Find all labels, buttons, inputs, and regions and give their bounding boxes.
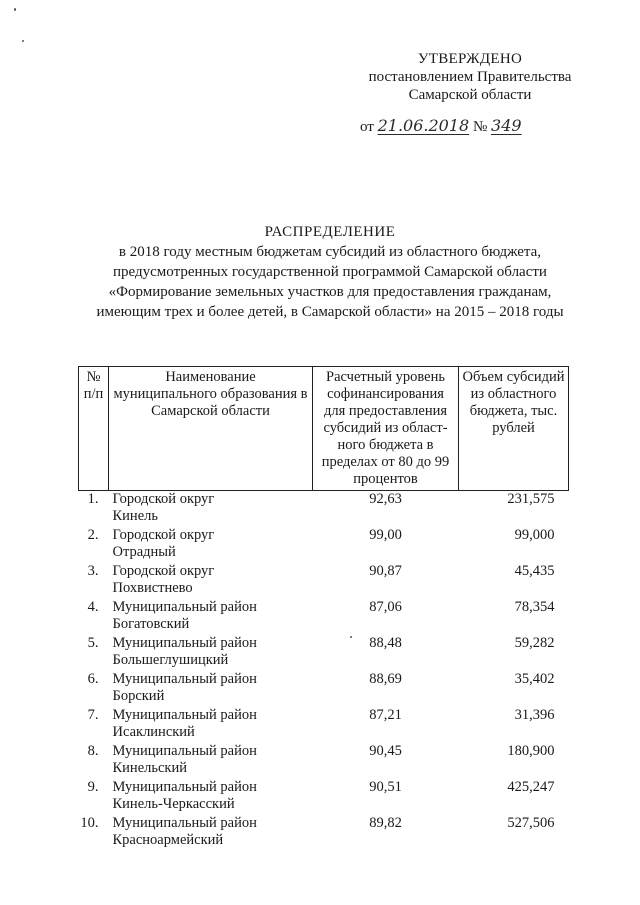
municipality-title: Кинель bbox=[112, 508, 158, 524]
cofinancing-rate: 99,00 bbox=[369, 527, 402, 543]
table-row bbox=[79, 671, 569, 707]
municipality-title: Исаклинский bbox=[112, 724, 195, 740]
table-row bbox=[79, 599, 569, 635]
subsidy-volume: 59,282 bbox=[514, 635, 555, 651]
row-number: 7. bbox=[87, 707, 99, 723]
row-number: 6. bbox=[87, 671, 99, 687]
municipality-title: Богатовский bbox=[112, 616, 190, 632]
decree-reference bbox=[360, 116, 600, 136]
cofinancing-rate: 88,69 bbox=[369, 671, 402, 687]
municipality-title: Кинельский bbox=[112, 760, 187, 776]
subsidy-volume: 31,396 bbox=[514, 707, 555, 723]
subsidy-volume: 45,435 bbox=[514, 563, 555, 579]
municipality-name bbox=[109, 563, 313, 599]
subsidy-volume: 425,247 bbox=[507, 779, 555, 795]
scan-speck bbox=[22, 40, 24, 42]
municipality-title: Похвистнево bbox=[112, 580, 193, 596]
cofinancing-rate: 87,21 bbox=[369, 707, 402, 723]
heading-line: имеющим трех и более детей, в Самарской области» на 2015 – 2018 годы bbox=[96, 304, 564, 320]
subsidy-volume: 78,354 bbox=[514, 599, 555, 615]
header-cofinancing-rate: Расчетный уровень софинансирования для предоставления субсидий из област-ного бюджета в пределах от 80 до 99 процентов bbox=[313, 367, 459, 491]
municipality-type: Муниципальный район bbox=[112, 743, 257, 759]
heading-title: РАСПРЕДЕЛЕНИЕ bbox=[264, 224, 396, 240]
table-row bbox=[79, 527, 569, 563]
row-number: 9. bbox=[87, 779, 99, 795]
subsidy-volume: 180,900 bbox=[507, 743, 555, 759]
table-row bbox=[79, 563, 569, 599]
table-row bbox=[79, 707, 569, 743]
table-row bbox=[79, 779, 569, 815]
handwritten-number: 349 bbox=[491, 116, 522, 135]
municipality-type: Городской округ bbox=[112, 491, 215, 507]
municipality-name bbox=[109, 599, 313, 635]
number-prefix: № bbox=[472, 119, 488, 135]
scan-speck bbox=[14, 8, 16, 11]
row-number: 4. bbox=[87, 599, 99, 615]
table-header bbox=[79, 367, 569, 491]
municipality-title: Большеглушицкий bbox=[112, 652, 229, 668]
approval-line: постановлением Правительства bbox=[368, 69, 572, 85]
handwritten-date: 21.06.2018 bbox=[377, 116, 470, 135]
municipality-name bbox=[109, 743, 313, 779]
municipality-type: Муниципальный район bbox=[112, 815, 257, 831]
municipality-title: Борский bbox=[112, 688, 165, 704]
municipality-type: Муниципальный район bbox=[112, 671, 257, 687]
municipality-title: Красноармейский bbox=[112, 832, 224, 848]
header-subsidy-volume: Объем субсидий из областного бюджета, тыс. рублей bbox=[459, 367, 569, 491]
cofinancing-rate: 92,63 bbox=[369, 491, 402, 507]
approval-stamp bbox=[340, 50, 600, 104]
distribution-table bbox=[78, 366, 569, 851]
municipality-name bbox=[109, 635, 313, 671]
document-heading bbox=[60, 222, 600, 322]
cofinancing-rate: 88,48 bbox=[369, 635, 402, 651]
table-row bbox=[79, 635, 569, 671]
municipality-name bbox=[109, 779, 313, 815]
municipality-title: Кинель-Черкасский bbox=[112, 796, 235, 812]
row-number: 2. bbox=[87, 527, 99, 543]
municipality-type: Городской округ bbox=[112, 563, 215, 579]
heading-line: в 2018 году местным бюджетам субсидий из областного бюджета, bbox=[118, 244, 542, 260]
municipality-type: Муниципальный район bbox=[112, 779, 257, 795]
heading-line: предусмотренных государственной программой Самарской области bbox=[113, 264, 547, 280]
row-number: 8. bbox=[87, 743, 99, 759]
municipality-title: Отрадный bbox=[112, 544, 176, 560]
cofinancing-rate: 87,06 bbox=[369, 599, 402, 615]
subsidy-volume: 231,575 bbox=[507, 491, 555, 507]
subsidy-volume: 35,402 bbox=[514, 671, 555, 687]
cofinancing-rate: 89,82 bbox=[369, 815, 402, 831]
municipality-type: Муниципальный район bbox=[112, 707, 257, 723]
row-number: 10. bbox=[80, 815, 99, 831]
row-number: 1. bbox=[87, 491, 99, 507]
table-row bbox=[79, 491, 569, 528]
cofinancing-rate: 90,87 bbox=[369, 563, 402, 579]
cofinancing-rate: 90,51 bbox=[369, 779, 402, 795]
header-municipality: Наименование муниципального образования в Самарской области bbox=[109, 367, 313, 491]
municipality-name bbox=[109, 671, 313, 707]
approval-title: УТВЕРЖДЕНО bbox=[417, 51, 523, 67]
row-number: 5. bbox=[87, 635, 99, 651]
municipality-name bbox=[109, 491, 313, 528]
heading-line: «Формирование земельных участков для предоставления гражданам, bbox=[108, 284, 552, 300]
municipality-type: Муниципальный район bbox=[112, 599, 257, 615]
approval-line: Самарской области bbox=[408, 87, 532, 103]
subsidy-volume: 99,000 bbox=[514, 527, 555, 543]
table-row bbox=[79, 743, 569, 779]
subsidy-volume: 527,506 bbox=[507, 815, 555, 831]
municipality-name bbox=[109, 527, 313, 563]
date-prefix: от bbox=[360, 119, 374, 135]
municipality-name bbox=[109, 815, 313, 851]
row-number: 3. bbox=[87, 563, 99, 579]
cofinancing-rate: 90,45 bbox=[369, 743, 402, 759]
municipality-name bbox=[109, 707, 313, 743]
header-number: № п/п bbox=[79, 367, 109, 491]
municipality-type: Муниципальный район bbox=[112, 635, 257, 651]
table-row bbox=[79, 815, 569, 851]
municipality-type: Городской округ bbox=[112, 527, 215, 543]
